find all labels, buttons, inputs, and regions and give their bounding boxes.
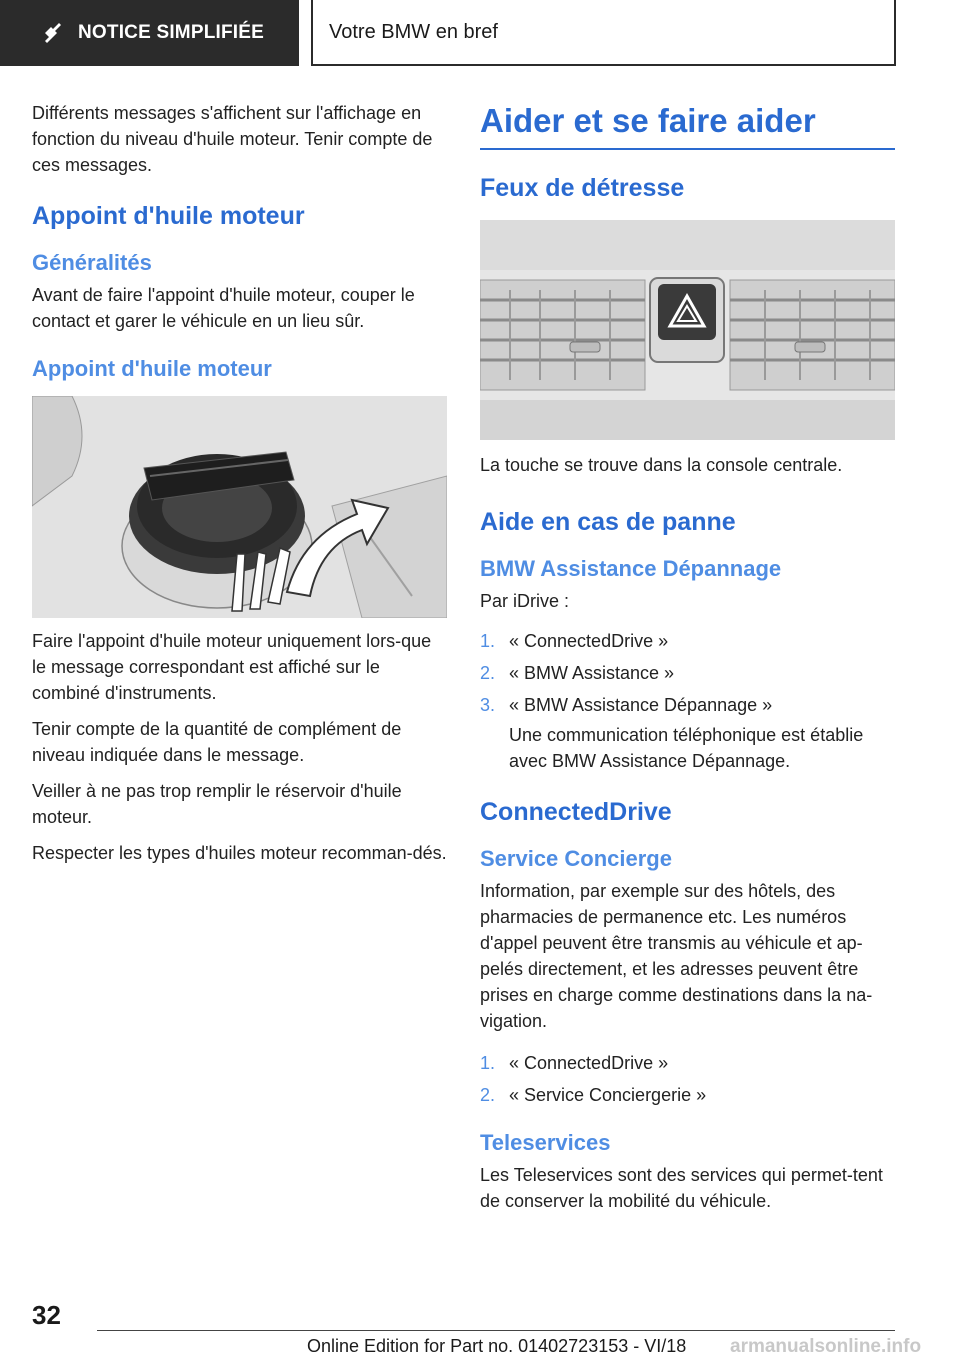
oil-cap-illustration (32, 396, 447, 618)
generalites-paragraph: Avant de faire l'appoint d'huile moteur, couper le contact et garer le véhicule en un lieu sûr. (32, 285, 415, 331)
header-tab[interactable] (0, 0, 299, 66)
oil-paragraph-4: Respecter les types d'huiles moteur recomman-dés. (32, 843, 447, 863)
list-item: 1. « ConnectedDrive » (480, 631, 669, 651)
feux-paragraph: La touche se trouve dans la console centrale. (480, 455, 843, 475)
heading-feux: Feux de détresse (480, 174, 685, 202)
heading-aide: Aide en cas de panne (480, 508, 736, 536)
idrive-paragraph: Par iDrive : (480, 591, 570, 611)
heading-concierge: Service Concierge (480, 846, 672, 871)
left-column (32, 100, 447, 876)
step-note: Une communication téléphonique est établie avec BMW Assistance Dépannage. (509, 725, 864, 771)
intro-paragraph: Différents messages s'affichent sur l'affichage en fonction du niveau d'huile moteur. Tenir compte de ces messages. (32, 103, 433, 175)
page-heading: Aider et se faire aider (480, 100, 895, 150)
concierge-steps (480, 1050, 895, 1108)
edition-text: Online Edition for Part no. 01402723153 - VI/18 (307, 1336, 687, 1356)
heading-assistance: BMW Assistance Dépannage (480, 556, 782, 581)
header-tab-label: NOTICE SIMPLIFIÉE (78, 22, 265, 43)
list-item: 2. « Service Conciergerie » (480, 1085, 707, 1105)
teleservices-paragraph: Les Teleservices sont des services qui permet-tent de conserver la mobilité du véhicule. (480, 1165, 883, 1211)
oil-paragraph-3: Veiller à ne pas trop remplir le réservoir d'huile moteur. (32, 781, 402, 827)
list-item: 2. « BMW Assistance » (480, 663, 675, 683)
right-column (480, 100, 895, 1224)
footer-divider (97, 1330, 895, 1331)
oil-paragraph-2: Tenir compte de la quantité de complément de niveau indiquée dans le message. (32, 719, 402, 765)
assistance-steps (480, 628, 895, 774)
heading-generalites: Généralités (32, 250, 152, 275)
heading-appoint: Appoint d'huile moteur (32, 202, 305, 230)
list-item: 1. « ConnectedDrive » (480, 1053, 669, 1073)
concierge-paragraph: Information, par exemple sur des hôtels, des pharmacies de permanence etc. Les numéros d'appel peuvent être transmis au véhicule et ap-pelés directement, et les adresses peuvent être prises en charge comme destinations dans la na-vigation. (480, 881, 873, 1031)
heading-appoint-sub: Appoint d'huile moteur (32, 356, 272, 381)
heading-teleservices: Teleservices (480, 1130, 611, 1155)
watermark: armanualsonline.info (730, 1336, 922, 1357)
list-item: 3. « BMW Assistance Dépannage » Une communication téléphonique est établie avec BMW Assistance Dépannage. (480, 692, 895, 774)
hazard-button-illustration (480, 220, 895, 440)
oil-paragraph-1: Faire l'appoint d'huile moteur uniquement lors-que le message correspondant est affiché sur le combiné d'instruments. (32, 631, 432, 703)
page-number: 32 (32, 1300, 61, 1330)
tool-icon (42, 22, 64, 44)
header-section-title (311, 0, 896, 66)
section-title: Votre BMW en bref (329, 20, 498, 43)
heading-connected: ConnectedDrive (480, 798, 672, 826)
